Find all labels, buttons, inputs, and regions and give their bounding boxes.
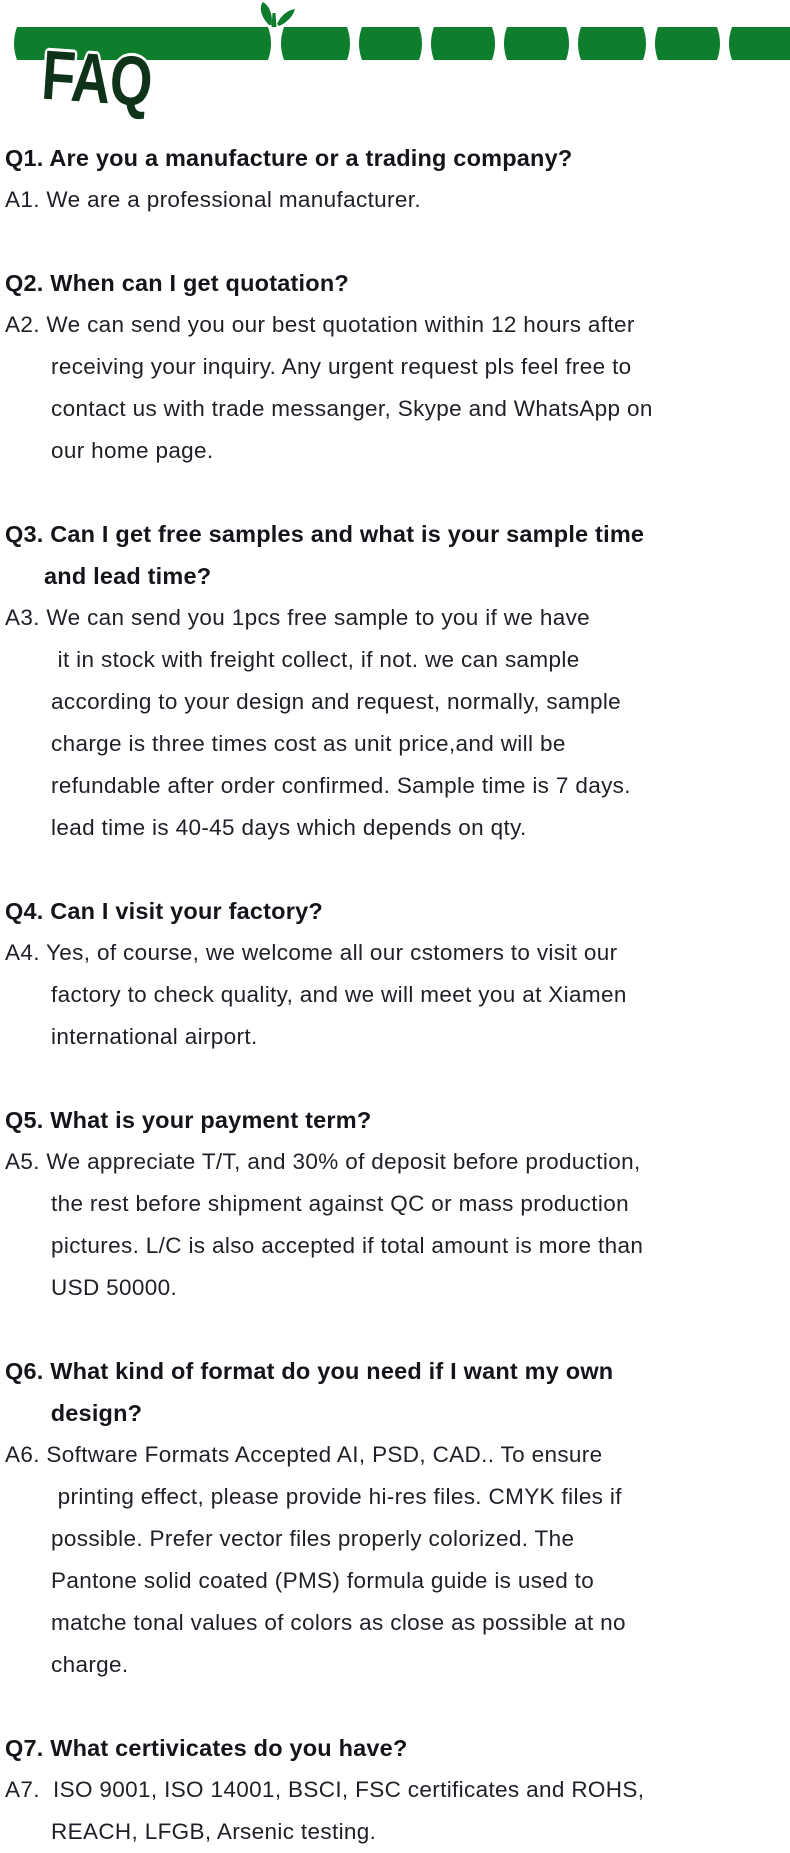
text-line: Pantone solid coated (PMS) formula guide is used to bbox=[51, 1568, 595, 1593]
text-line: Q2. When can I get quotation? bbox=[5, 270, 349, 296]
faq-item-3 bbox=[5, 513, 785, 849]
answer-5 bbox=[5, 1141, 785, 1309]
text-line: USD 50000. bbox=[51, 1275, 178, 1300]
faq-item-2 bbox=[5, 262, 785, 472]
question-5 bbox=[5, 1099, 785, 1141]
page-title-text: FAQ bbox=[39, 35, 155, 122]
question-3 bbox=[5, 513, 785, 597]
bamboo-leaf-icon bbox=[261, 2, 295, 27]
text-line: factory to check quality, and we will meet you at Xiamen bbox=[51, 982, 627, 1007]
text-line: Q3. Can I get free samples and what is your sample time bbox=[5, 521, 645, 547]
text-line: A2. We can send you our best quotation within 12 hours after bbox=[5, 312, 635, 337]
text-line: Q1. Are you a manufacture or a trading company? bbox=[5, 145, 573, 171]
answer-4 bbox=[5, 932, 785, 1058]
text-line: possible. Prefer vector files properly colorized. The bbox=[51, 1526, 575, 1551]
question-1 bbox=[5, 137, 785, 179]
text-line: lead time is 40-45 days which depends on qty. bbox=[51, 815, 527, 840]
text-line: pictures. L/C is also accepted if total amount is more than bbox=[51, 1233, 644, 1258]
text-line: Q4. Can I visit your factory? bbox=[5, 898, 323, 924]
text-line: our home page. bbox=[51, 438, 214, 463]
text-line: A5. We appreciate T/T, and 30% of deposit before production, bbox=[5, 1149, 641, 1174]
text-line: charge. bbox=[51, 1652, 129, 1677]
text-line: the rest before shipment against QC or mass production bbox=[51, 1191, 629, 1216]
faq-item-1 bbox=[5, 137, 785, 221]
text-line: charge is three times cost as unit price,and will be bbox=[51, 731, 566, 756]
text-line: A6. Software Formats Accepted AI, PSD, CAD.. To ensure bbox=[5, 1442, 603, 1467]
text-line: A4. Yes, of course, we welcome all our cstomers to visit our bbox=[5, 940, 618, 965]
text-line: receiving your inquiry. Any urgent request pls feel free to bbox=[51, 354, 632, 379]
answer-2 bbox=[5, 304, 785, 472]
text-line: A7. ISO 9001, ISO 14001, BSCI, FSC certificates and ROHS, bbox=[5, 1777, 645, 1802]
text-line: Q5. What is your payment term? bbox=[5, 1107, 372, 1133]
text-line: matche tonal values of colors as close as possible at no bbox=[51, 1610, 626, 1635]
text-line: Q7. What certivicates do you have? bbox=[5, 1735, 408, 1761]
text-line: according to your design and request, normally, sample bbox=[51, 689, 622, 714]
answer-7 bbox=[5, 1769, 785, 1853]
answer-3 bbox=[5, 597, 785, 849]
question-2 bbox=[5, 262, 785, 304]
text-line: it in stock with freight collect, if not. we can sample bbox=[51, 647, 580, 672]
page-title bbox=[39, 35, 185, 122]
text-line: design? bbox=[44, 1400, 143, 1426]
question-4 bbox=[5, 890, 785, 932]
question-6 bbox=[5, 1350, 785, 1434]
faq-header bbox=[0, 0, 790, 122]
text-line: refundable after order confirmed. Sample time is 7 days. bbox=[51, 773, 631, 798]
text-line: and lead time? bbox=[44, 563, 212, 589]
faq-item-4 bbox=[5, 890, 785, 1058]
faq-item-5 bbox=[5, 1099, 785, 1309]
text-line: international airport. bbox=[51, 1024, 258, 1049]
text-line: REACH, LFGB, Arsenic testing. bbox=[51, 1819, 377, 1844]
answer-1 bbox=[5, 179, 785, 221]
text-line: printing effect, please provide hi-res files. CMYK files if bbox=[51, 1484, 622, 1509]
text-line: A3. We can send you 1pcs free sample to you if we have bbox=[5, 605, 591, 630]
question-7 bbox=[5, 1727, 785, 1769]
text-line: A1. We are a professional manufacturer. bbox=[5, 187, 421, 212]
faq-list bbox=[0, 137, 790, 1853]
answer-6 bbox=[5, 1434, 785, 1686]
faq-item-6 bbox=[5, 1350, 785, 1686]
text-line: contact us with trade messanger, Skype and WhatsApp on bbox=[51, 396, 653, 421]
text-line: Q6. What kind of format do you need if I want my own bbox=[5, 1358, 614, 1384]
faq-item-7 bbox=[5, 1727, 785, 1853]
